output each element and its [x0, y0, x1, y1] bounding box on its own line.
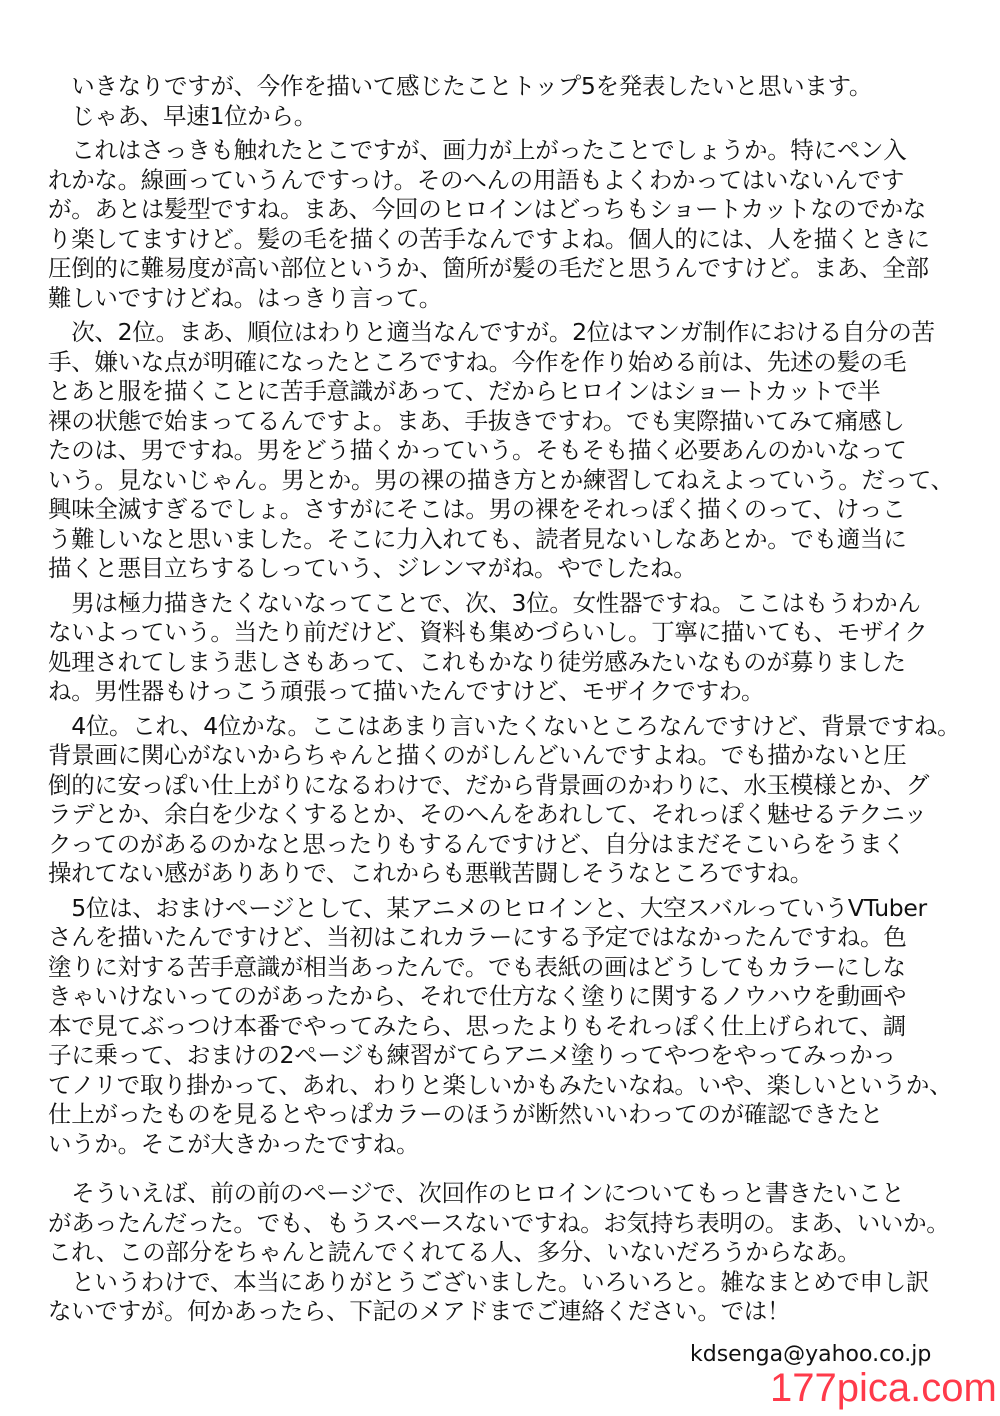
- text-line: 裸の状態で始まってるんですよ。まあ、手抜きですわ。でも実際描いてみて痛感し: [48, 406, 905, 435]
- text-line: クってのがあるのかなと思ったりもするんですけど、自分はまだそこいらをうまく: [48, 829, 906, 858]
- text-line: 5位は、おまけページとして、某アニメのヒロインと、大空スバルっていうVTuber: [48, 893, 927, 922]
- paragraph: [48, 136, 968, 313]
- text-line: いきなりですが、今作を描いて感じたことトップ5を発表したいと思います。: [48, 72, 873, 100]
- text-line: ないよっていう。当たり前だけど、資料も集めづらいし。丁寧に描いても、モザイク: [48, 618, 928, 646]
- text-line: 圧倒的に難易度が高い部位というか、箇所が髪の毛だと思うんですけど。まあ、全部: [48, 254, 929, 282]
- text-line: というわけで、本当にありがとうございました。いろいろと。雑なまとめで申し訳: [48, 1267, 930, 1296]
- text-line: れかな。線画っていうんですっけ。そのへんの用語もよくわかってはいないんです: [48, 165, 905, 194]
- text-line: ね。男性器もけっこう頑張って描いたんですけど、モザイクですわ。: [48, 677, 765, 705]
- contact-email: kdsenga@yahoo.co.jp: [690, 1342, 932, 1367]
- paragraph-gap: [48, 1159, 968, 1179]
- paragraph: [48, 894, 968, 1160]
- text-line: があったんだった。でも、もうスペースないですね。お気持ち表明の。まあ、いいか。: [48, 1208, 950, 1237]
- text-line: 操れてない感がありありで、これからも悪戦苦闘しそうなところですね。: [48, 859, 813, 887]
- text-line: 次、2位。まあ、順位はわりと適当なんですが。2位はマンガ制作における自分の苦: [48, 318, 935, 346]
- text-line: が。あとは髪型ですね。まあ、今回のヒロインはどっちもショートカットなのでかな: [48, 195, 927, 223]
- text-line: じゃあ、早速1位から。: [48, 101, 317, 130]
- paragraph: [48, 318, 968, 584]
- text-line: 子に乗って、おまけの2ページも練習がてらアニメ塗りってやつをやってみっかっ: [48, 1041, 896, 1069]
- text-line: 塗りに対する苦手意識が相当あったんで。でも表紙の画はどうしてもカラーにしな: [48, 952, 906, 981]
- afterword-text: [48, 72, 968, 1327]
- text-line: さんを描いたんですけど、当初はこれカラーにする予定ではなかったんですね。色: [48, 923, 907, 951]
- paragraph: [48, 712, 968, 889]
- text-line: たのは、男ですね。男をどう描くかっていう。そもそも描く必要あんのかいなって: [48, 436, 907, 464]
- text-line: う難しいなと思いました。そこに力入れても、読者見ないしなあとか。でも適当に: [48, 524, 907, 553]
- text-line: これ、この部分をちゃんと読んでくれてる人、多分、いないだろうからなあ。: [48, 1238, 861, 1266]
- text-line: り楽してますけど。髪の毛を描くの苦手なんですよね。個人的には、人を描くときに: [48, 224, 930, 253]
- text-line: てノリで取り掛かって、あれ、わりと楽しいかもみたいなね。いや、楽しいというか、: [48, 1070, 953, 1099]
- text-line: 倒的に安っぽい仕上がりになるわけで、だから背景画のかわりに、水玉模様とか、グ: [48, 770, 930, 799]
- paragraph: [48, 1179, 968, 1327]
- text-line: きゃいけないってのがあったから、それで仕方なく塗りに関するノウハウを動画や: [48, 982, 907, 1010]
- paragraph: [48, 589, 968, 707]
- text-line: いう。見ないじゃん。男とか。男の裸の描き方とか練習してねえよっていう。だって、: [48, 465, 954, 494]
- text-line: 手、嫌いな点が明確になったところですね。今作を作り始める前は、先述の髪の毛: [48, 347, 907, 376]
- text-line: 本で見てぶっつけ本番でやってみたら、思ったよりもそれっぽく仕上げられて、調: [48, 1011, 906, 1040]
- text-line: ラデとか、余白を少なくするとか、そのへんをあれして、それっぽく魅せるテクニッ: [48, 800, 927, 828]
- text-line: 処理されてしまう悲しさもあって、これもかなり徒労感みたいなものが募りました: [48, 647, 906, 676]
- text-line: そういえば、前の前のページで、次回作のヒロインについてもっと書きたいこと: [48, 1179, 905, 1207]
- text-line: 背景画に関心がないからちゃんと描くのがしんどいんですよね。でも描かないと圧: [48, 741, 907, 769]
- text-line: 4位。これ、4位かな。ここはあまり言いたくないところなんですけど、背景ですね。: [48, 711, 961, 740]
- text-line: いうか。そこが大きかったですね。: [48, 1129, 420, 1158]
- paragraph: [48, 72, 968, 131]
- text-line: 描くと悪目立ちするしっていう、ジレンマがね。やでしたね。: [48, 554, 697, 582]
- text-line: 仕上がったものを見るとやっぱカラーのほうが断然いいわってのが確認できたと: [48, 1100, 883, 1128]
- text-line: 男は極力描きたくないなってことで、次、3位。女性器ですね。ここはもうわかん: [48, 588, 921, 617]
- text-line: 興味全滅すぎるでしょ。さすがにそこは。男の裸をそれっぽく描くのって、けっこ: [48, 495, 906, 523]
- text-line: 難しいですけどね。はっきり言って。: [48, 283, 442, 312]
- text-line: これはさっきも触れたとこですが、画力が上がったことでしょうか。特にペン入: [48, 136, 907, 164]
- text-line: とあと服を描くことに苦手意識があって、だからヒロインはショートカットで半: [48, 377, 881, 405]
- site-watermark: 177pica.com: [770, 1366, 997, 1410]
- text-line: ないですが。何かあったら、下記のメアドまでご連絡ください。では！: [48, 1297, 791, 1325]
